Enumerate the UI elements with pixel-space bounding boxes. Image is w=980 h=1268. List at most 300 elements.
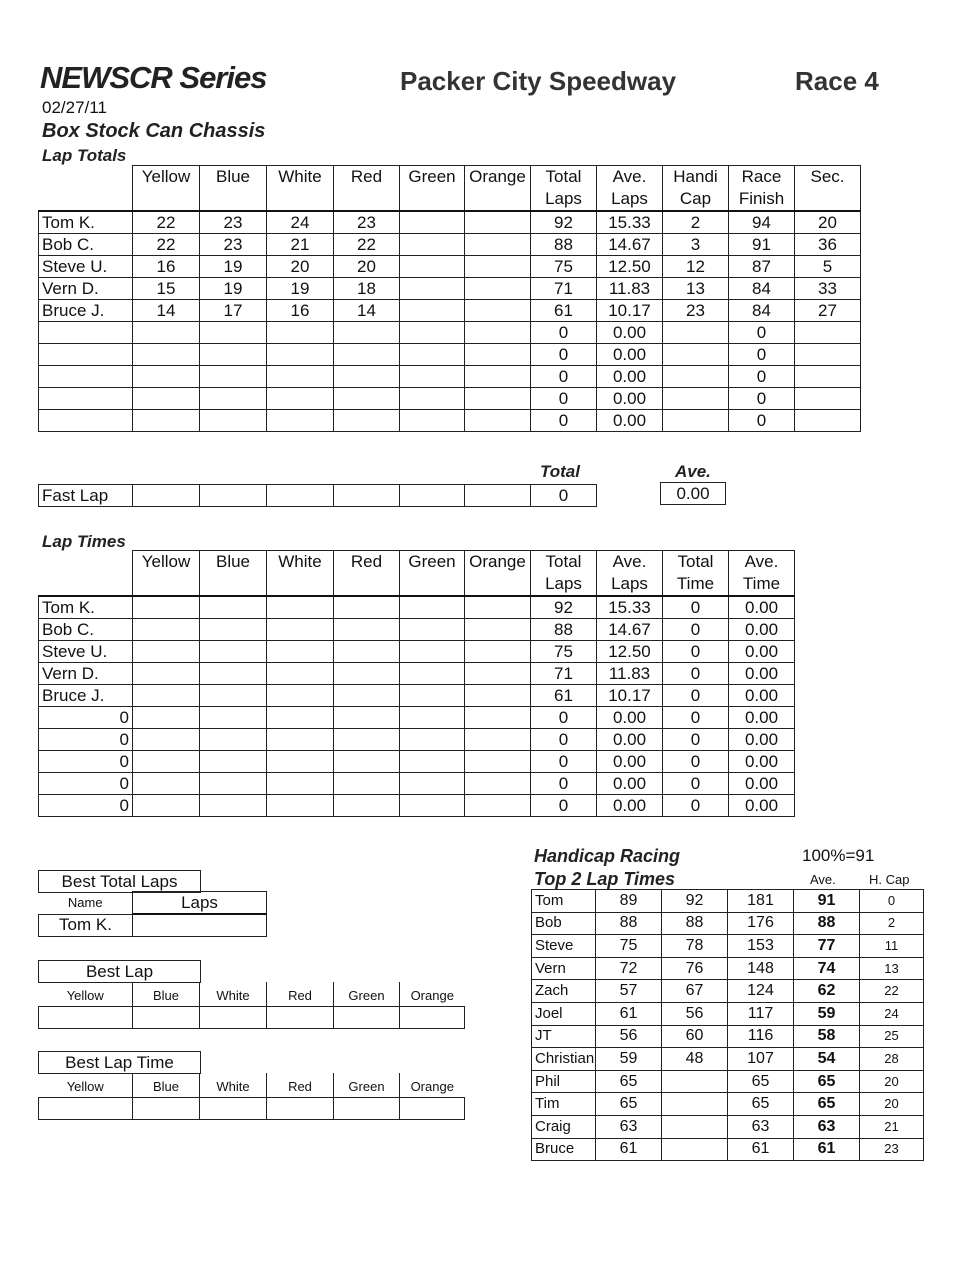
column-header: Handi Cap [663,166,729,212]
table-cell: 5 [795,256,861,278]
column-header: Blue [133,982,200,1007]
table-cell: 117 [728,1002,794,1025]
table-cell: 56 [662,1002,728,1025]
table-cell [200,751,267,773]
table-cell [400,685,465,707]
table-cell: 0.00 [729,663,795,685]
table-cell: 11 [860,935,924,958]
table-cell [662,1093,728,1116]
table-cell: 20 [795,211,861,234]
table-cell: 18 [334,278,400,300]
table-row [532,1138,924,1161]
table-cell: 0 [531,751,597,773]
lap-times-table [38,550,795,817]
column-header: Orange [465,166,531,212]
table-cell: 3 [663,234,729,256]
table-cell: 54 [794,1048,860,1071]
table-cell: 23 [860,1138,924,1161]
name-label: Name [39,892,133,915]
table-cell: 23 [334,211,400,234]
table-cell: 0 [663,795,729,817]
table-cell [267,485,334,507]
table-cell [267,707,334,729]
table-cell [334,344,400,366]
table-cell: Vern D. [39,278,133,300]
table-cell [400,773,465,795]
table-cell: 76 [662,957,728,980]
table-cell [334,751,400,773]
table-cell: 63 [728,1115,794,1138]
table-cell [133,322,200,344]
table-cell: 14.67 [597,234,663,256]
table-cell: 24 [860,1002,924,1025]
table-cell: 0.00 [729,619,795,641]
table-cell: 25 [860,1025,924,1048]
table-cell: 61 [794,1138,860,1161]
laps-label: Laps [133,892,267,915]
table-row [532,957,924,980]
table-cell [334,596,400,619]
table-cell [663,366,729,388]
table-cell: 61 [596,1138,662,1161]
table-row [39,211,861,234]
table-cell: 0 [531,366,597,388]
table-cell: 88 [662,912,728,935]
table-cell [400,322,465,344]
table-cell: 0 [531,707,597,729]
table-cell [400,707,465,729]
table-row [532,912,924,935]
table-cell: 75 [531,641,597,663]
table-cell [465,707,531,729]
table-cell: 56 [596,1025,662,1048]
table-cell [334,366,400,388]
table-cell: 0.00 [597,729,663,751]
table-cell [334,1007,400,1029]
table-cell: 0 [729,366,795,388]
column-header: Race Finish [729,166,795,212]
race-class: Box Stock Can Chassis [42,120,266,142]
fast-lap-total-label: Total [540,462,580,481]
table-cell: 15.33 [597,211,663,234]
table-row [532,1070,924,1093]
table-cell [662,1115,728,1138]
table-cell [400,388,465,410]
table-cell: 74 [794,957,860,980]
table-cell: 0.00 [729,729,795,751]
handicap-hcap-label: H. Cap [869,872,910,887]
table-cell: 20 [334,256,400,278]
table-cell: Christian [532,1048,596,1071]
table-cell: 0 [729,410,795,432]
fast-lap-ave: 0.00 [661,483,726,505]
table-cell: Tom K. [39,596,133,619]
table-cell [663,410,729,432]
table-row [39,278,861,300]
table-cell: 12.50 [597,641,663,663]
table-cell: Bob C. [39,619,133,641]
table-cell [200,795,267,817]
column-header: Yellow [133,551,200,597]
table-cell [39,410,133,432]
table-row [39,596,795,619]
table-cell [267,410,334,432]
table-cell [334,410,400,432]
table-cell [663,388,729,410]
table-cell [465,685,531,707]
table-cell: 65 [728,1070,794,1093]
table-cell: 14.67 [597,619,663,641]
table-cell: 0 [39,729,133,751]
table-cell: 84 [729,278,795,300]
table-cell: 65 [596,1093,662,1116]
column-header: Total Laps [531,551,597,597]
table-row [39,751,795,773]
table-cell: 22 [334,234,400,256]
table-cell: 62 [794,980,860,1003]
table-cell [200,1098,267,1120]
table-cell: Bruce J. [39,685,133,707]
best-total-laps-value [133,914,267,937]
table-row [532,935,924,958]
table-cell [400,641,465,663]
handicap-subtitle: Top 2 Lap Times [534,869,676,889]
table-cell [39,1007,133,1029]
table-cell: Craig [532,1115,596,1138]
table-row [39,322,861,344]
table-row [39,234,861,256]
table-cell: 21 [267,234,334,256]
table-cell: 0 [531,388,597,410]
table-cell [267,619,334,641]
series-title: NEWSCR Series [40,60,267,95]
table-cell: 0 [729,344,795,366]
table-cell: 65 [794,1093,860,1116]
table-cell [795,344,861,366]
table-cell [400,410,465,432]
table-cell: 27 [795,300,861,322]
table-cell [465,278,531,300]
table-row [39,641,795,663]
table-cell: JT [532,1025,596,1048]
table-cell [267,773,334,795]
column-header: Green [334,982,400,1007]
table-cell: Tom [532,890,596,913]
table-cell: 59 [794,1002,860,1025]
handicap-title: Handicap Racing [534,846,681,866]
table-cell: 92 [531,211,597,234]
table-cell: 84 [729,300,795,322]
column-header: Orange [400,982,465,1007]
table-cell [400,729,465,751]
table-cell [465,619,531,641]
table-cell: 0.00 [729,795,795,817]
best-lap-time-title: Best Lap Time [39,1052,201,1074]
table-cell [400,300,465,322]
table-cell: 92 [531,596,597,619]
table-row [39,300,861,322]
table-cell [465,234,531,256]
table-cell [465,751,531,773]
column-header: Red [334,551,400,597]
table-cell: 0 [39,795,133,817]
table-cell: Zach [532,980,596,1003]
table-cell [334,1098,400,1120]
table-cell: 15.33 [597,596,663,619]
table-cell: 92 [662,890,728,913]
table-cell [334,485,400,507]
table-cell: 15 [133,278,200,300]
table-cell [133,707,200,729]
table-cell [200,596,267,619]
table-cell [267,388,334,410]
table-cell [663,344,729,366]
table-cell [133,619,200,641]
table-cell: 21 [860,1115,924,1138]
table-cell: Vern D. [39,663,133,685]
table-row [39,685,795,707]
table-row [39,619,795,641]
table-cell [795,322,861,344]
table-row [39,344,861,366]
table-cell: 0 [663,751,729,773]
table-cell: 19 [200,278,267,300]
table-cell: Bruce [532,1138,596,1161]
table-cell: Steve U. [39,256,133,278]
table-cell: Phil [532,1070,596,1093]
table-cell [334,707,400,729]
table-cell [267,596,334,619]
table-cell [334,619,400,641]
table-cell: 16 [133,256,200,278]
table-cell [465,663,531,685]
table-cell [334,795,400,817]
table-cell: 0 [663,729,729,751]
table-cell: 88 [531,234,597,256]
table-cell: 0 [663,773,729,795]
table-cell [400,1098,465,1120]
table-cell: 2 [860,912,924,935]
column-header: Blue [200,551,267,597]
table-cell [334,773,400,795]
track-name: Packer City Speedway [400,66,677,96]
table-cell [133,663,200,685]
table-cell [400,234,465,256]
table-cell [267,795,334,817]
table-cell [200,1007,267,1029]
table-cell [400,366,465,388]
lap-totals-title: Lap Totals [42,146,127,165]
table-cell: 0.00 [597,773,663,795]
table-cell [465,211,531,234]
table-cell: Tom K. [39,211,133,234]
table-cell: 24 [267,211,334,234]
column-header: Red [334,166,400,212]
table-cell: 0.00 [729,685,795,707]
table-cell: 0 [531,410,597,432]
table-cell [200,619,267,641]
column-header: White [267,551,334,597]
column-header: Green [334,1073,400,1098]
table-cell: 12 [663,256,729,278]
table-cell: 61 [531,300,597,322]
table-cell: Steve [532,935,596,958]
table-cell: 67 [662,980,728,1003]
table-cell [400,278,465,300]
table-cell [465,729,531,751]
table-cell: 20 [267,256,334,278]
table-cell: 88 [596,912,662,935]
table-cell [465,256,531,278]
best-lap-time-header [38,1051,201,1074]
table-cell [400,485,465,507]
table-cell: 153 [728,935,794,958]
table-cell [334,641,400,663]
table-cell: Bob C. [39,234,133,256]
table-cell [133,366,200,388]
table-row [39,707,795,729]
table-row [532,980,924,1003]
handicap-table [531,889,924,1161]
table-cell: 58 [794,1025,860,1048]
table-row [39,729,795,751]
table-cell: 17 [200,300,267,322]
table-row [532,1048,924,1071]
table-cell: 116 [728,1025,794,1048]
table-cell [200,773,267,795]
lap-times-title: Lap Times [42,532,126,551]
table-cell [39,388,133,410]
table-cell [267,663,334,685]
table-cell: 22 [133,234,200,256]
table-cell: 22 [133,211,200,234]
table-row [39,663,795,685]
best-total-laps-header [38,870,201,893]
table-cell: 0.00 [597,366,663,388]
table-row [39,410,861,432]
table-cell [465,485,531,507]
table-cell: 33 [795,278,861,300]
table-cell [267,322,334,344]
table-cell [267,344,334,366]
table-row [532,1025,924,1048]
table-cell [133,685,200,707]
best-total-laps-table [38,891,267,937]
column-header: Total Time [663,551,729,597]
table-row [532,890,924,913]
column-header: Ave. Time [729,551,795,597]
table-cell [795,366,861,388]
table-cell [334,685,400,707]
table-cell: 23 [200,234,267,256]
fast-lap-ave-label: Ave. [675,462,711,481]
table-cell [133,1007,200,1029]
table-cell [334,388,400,410]
table-cell: 10.17 [597,300,663,322]
table-cell [133,773,200,795]
table-cell: 0 [531,795,597,817]
table-cell: 20 [860,1093,924,1116]
table-cell: Steve U. [39,641,133,663]
column-header: Ave. Laps [597,551,663,597]
table-cell: 19 [267,278,334,300]
table-cell: 65 [728,1093,794,1116]
table-cell [200,410,267,432]
table-cell [662,1070,728,1093]
table-cell [133,388,200,410]
table-cell [400,596,465,619]
table-cell: Vern [532,957,596,980]
table-cell [133,1098,200,1120]
table-cell: 14 [133,300,200,322]
table-cell: 0 [39,751,133,773]
table-cell [465,300,531,322]
table-cell [200,388,267,410]
table-cell: 22 [860,980,924,1003]
column-header: Yellow [133,166,200,212]
table-cell: 72 [596,957,662,980]
table-cell [400,211,465,234]
column-header: White [200,1073,267,1098]
table-cell [795,388,861,410]
table-cell [133,410,200,432]
table-cell: 0.00 [597,388,663,410]
table-row [39,366,861,388]
table-cell: 0 [39,773,133,795]
table-cell: 78 [662,935,728,958]
best-lap-time-table [38,1073,465,1120]
table-cell: Joel [532,1002,596,1025]
table-cell: 0.00 [597,410,663,432]
table-cell: 14 [334,300,400,322]
table-cell: 0.00 [729,707,795,729]
table-cell: 23 [200,211,267,234]
table-cell [133,795,200,817]
table-cell [133,344,200,366]
table-cell: 0 [729,388,795,410]
best-total-laps-title: Best Total Laps [39,871,201,893]
best-total-laps-name: Tom K. [39,914,133,937]
table-cell: 0 [39,707,133,729]
table-row [532,1093,924,1116]
table-cell: 65 [596,1070,662,1093]
table-cell [334,729,400,751]
table-cell [200,707,267,729]
table-cell: 0.00 [597,322,663,344]
table-cell [133,485,200,507]
fast-lap-ave-box [660,482,726,505]
table-cell [200,366,267,388]
table-cell: 0.00 [729,773,795,795]
table-cell: 0.00 [597,707,663,729]
table-cell [133,729,200,751]
corner-cell [39,551,133,597]
column-header: Ave. Laps [597,166,663,212]
table-cell: 63 [596,1115,662,1138]
best-lap-table [38,982,465,1029]
table-row [532,1002,924,1025]
table-cell: 124 [728,980,794,1003]
column-header: Total Laps [531,166,597,212]
table-cell [267,1007,334,1029]
table-cell [400,1007,465,1029]
table-cell: 0.00 [597,751,663,773]
table-cell: 89 [596,890,662,913]
table-cell [465,366,531,388]
table-cell: 10.17 [597,685,663,707]
table-cell: 16 [267,300,334,322]
table-cell [662,1138,728,1161]
